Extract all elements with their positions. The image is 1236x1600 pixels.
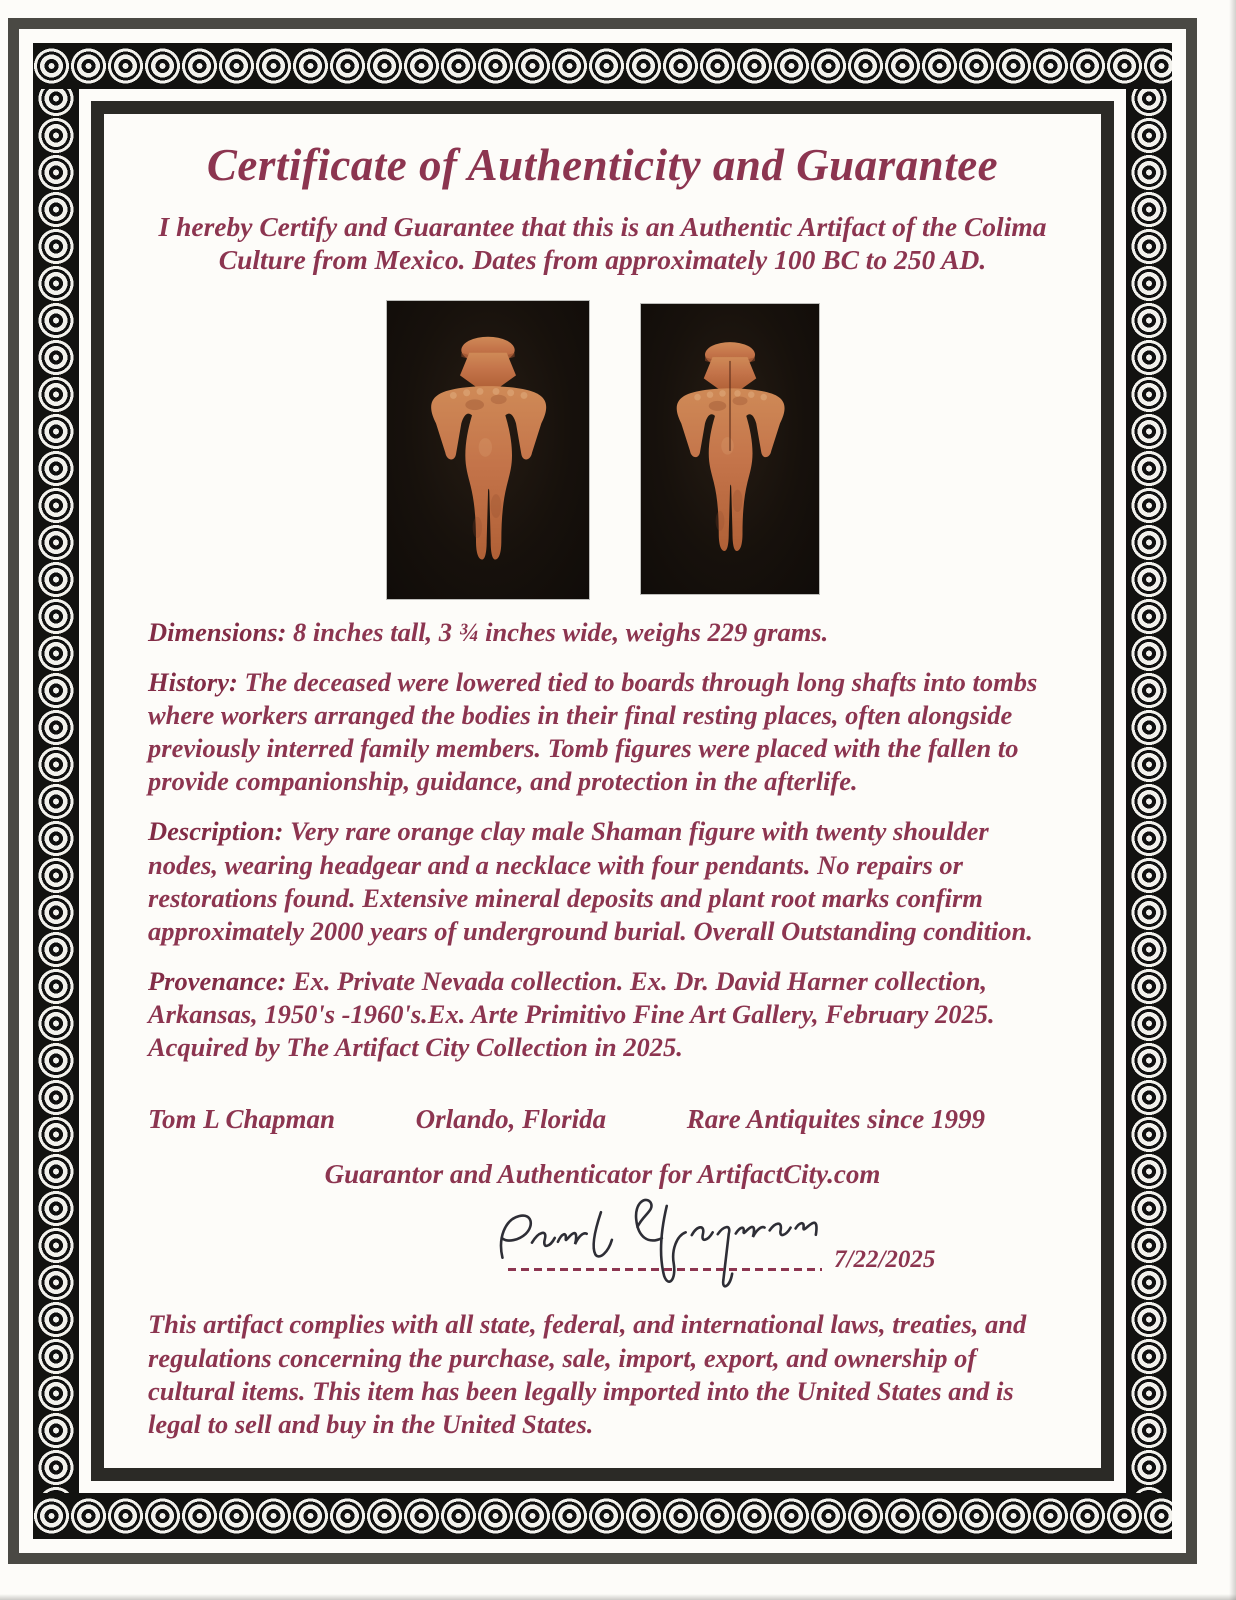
signature-handwriting: [484, 1180, 848, 1304]
section-text: 8 inches tall, 3 ¾ inches wide, weighs 229 grams.: [293, 616, 829, 647]
section-provenance: [148, 965, 1057, 1064]
signature-block: [148, 1194, 1057, 1296]
attestor-location: Orlando, Florida: [415, 1104, 607, 1135]
attestor-role: Guarantor and Authenticator for ArtifactCity.com: [324, 1159, 881, 1190]
ornamental-circle-border-top: [33, 43, 1172, 89]
section-history: [148, 666, 1057, 799]
section-text: Ex. Private Nevada collection. Ex. Dr. David Harner collection, Arkansas, 1950's -1960's.Ex. Arte Primitivo Fine Art Gallery, February 2025. Acquired by The Artifact City Collection in 2025.: [148, 965, 995, 1063]
ornamental-circle-border-left: [33, 43, 79, 1539]
legal-compliance-statement: This artifact complies with all state, federal, and international laws, treaties, and regulations concerning the purchase, sale, import, export, and ownership of cultural items. This item has been legally imported into the United States and is legal to sell and buy in the United States.: [148, 1309, 1027, 1440]
artifact-photo-front-icon: [387, 301, 589, 599]
section-label: Provenance:: [148, 965, 287, 996]
attestor-row: [148, 1104, 1057, 1135]
scan-edge-artifact-right: [1229, 0, 1236, 1600]
attestor-tagline: Rare Antiquites since 1999: [686, 1104, 985, 1135]
certificate-content: [104, 114, 1101, 1466]
ornamental-circle-border-bottom: [33, 1493, 1172, 1539]
section-label: Dimensions:: [148, 616, 287, 647]
ornamental-circle-border-right: [1126, 43, 1172, 1539]
signature-line: [508, 1268, 822, 1271]
section-description: [148, 815, 1057, 948]
signature-date: 7/22/2025: [834, 1246, 936, 1274]
certification-statement: I hereby Certify and Guarantee that this is an Authentic Artifact of the Colima Culture from Mexico. Dates from approximately 100 BC to 250 AD.: [158, 210, 1047, 276]
certificate-title: Certificate of Authenticity and Guarantee: [206, 140, 999, 190]
section-text: The deceased were lowered tied to boards through long shafts into tombs where workers arranged the bodies in their final resting places, often alongside previously interred family members. Tomb figures were placed with the fallen to provide companionship, guidance, and protection in the afterlife.: [148, 666, 1038, 797]
section-label: History:: [148, 666, 238, 697]
scan-edge-artifact-bottom: [0, 1594, 1236, 1600]
attestor-name: Tom L Chapman: [148, 1104, 336, 1135]
section-dimensions: [148, 616, 1057, 649]
section-label: Description:: [148, 816, 284, 847]
section-text: Very rare orange clay male Shaman figure with twenty shoulder nodes, wearing headgear and a necklace with four pendants. No repairs or restorations found. Extensive mineral deposits and plant root marks confirm approximately 2000 years of underground burial. Overall Outstanding condition.: [148, 816, 1033, 946]
artifact-photos: [148, 301, 1057, 599]
artifact-photo-back-icon: [641, 304, 819, 594]
